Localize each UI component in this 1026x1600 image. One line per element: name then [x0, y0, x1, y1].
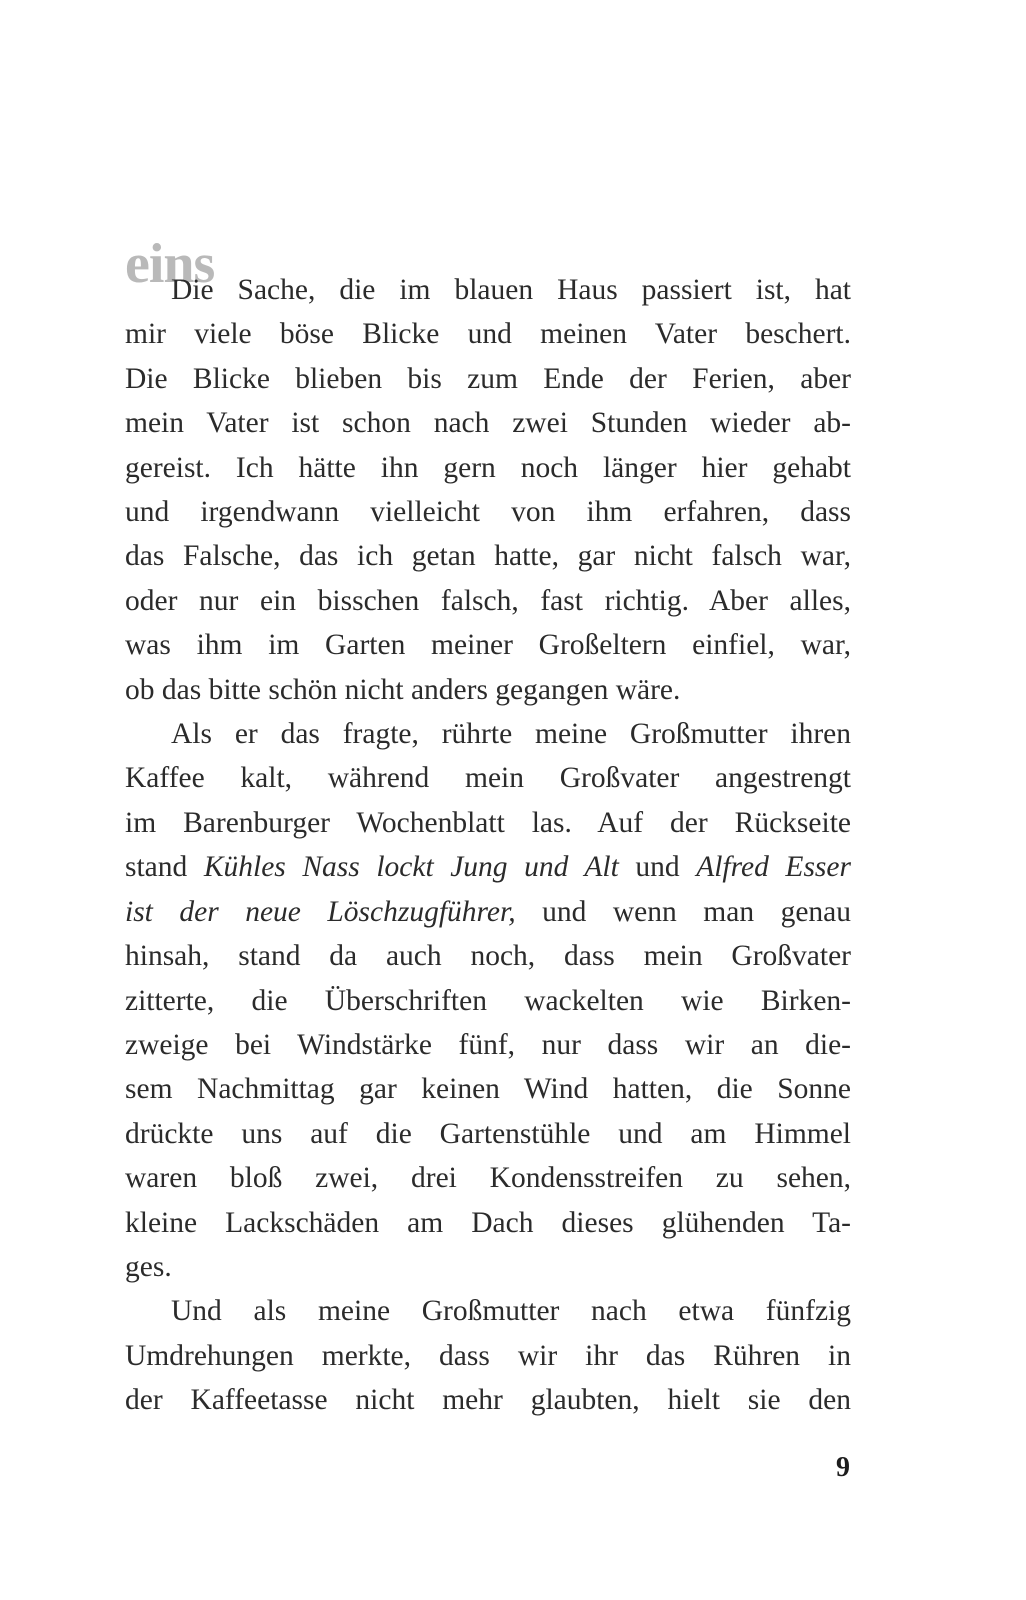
text-line [125, 1289, 851, 1333]
text-line [125, 712, 851, 756]
text-line [125, 490, 851, 534]
line-text: und [618, 851, 697, 884]
text-line [125, 1023, 851, 1067]
line-text: was ihm im Garten meiner Großeltern einfiel, war, [125, 629, 851, 662]
line-text: das Falsche, das ich getan hatte, gar nicht falsch war, [125, 540, 851, 573]
newspaper-headline-2-part2: ist der neue Löschzugführer, [125, 895, 516, 928]
line-text: gereist. Ich hätte ihn gern noch länger hier gehabt [125, 451, 851, 484]
text-line [125, 401, 851, 445]
line-text: ob das bitte schön nicht anders gegangen wäre. [125, 673, 681, 706]
line-text: kleine Lackschäden am Dach dieses glühenden Ta- [125, 1206, 851, 1239]
line-text: stand [125, 851, 204, 884]
text-line [125, 890, 851, 934]
newspaper-headline-1: Kühles Nass lockt Jung und Alt [203, 851, 619, 884]
line-text: drückte uns auf die Gartenstühle und am Himmel [125, 1117, 851, 1150]
text-line [125, 1067, 851, 1111]
text-line [125, 357, 851, 401]
text-line [125, 268, 851, 312]
text-line [125, 979, 851, 1023]
text-line [125, 1112, 851, 1156]
text-line [125, 801, 851, 845]
line-text: im Barenburger Wochenblatt las. Auf der Rückseite [125, 806, 851, 839]
newspaper-headline-2-part1: Alfred Esser [696, 851, 851, 884]
text-line [125, 623, 851, 667]
line-text: zweige bei Windstärke fünf, nur dass wir an die- [125, 1028, 851, 1061]
text-line [125, 446, 851, 490]
line-text: Die Blicke blieben bis zum Ende der Ferien, aber [125, 362, 851, 395]
text-line [125, 312, 851, 356]
paragraph-3 [125, 1289, 851, 1422]
text-line [125, 534, 851, 578]
line-text: Und als meine Großmutter nach etwa fünfzig [171, 1295, 851, 1328]
line-text: oder nur ein bisschen falsch, fast richtig. Aber alles, [125, 584, 851, 617]
line-text: Kaffee kalt, während mein Großvater angestrengt [125, 762, 851, 795]
line-text: ges. [125, 1250, 172, 1283]
line-text: Als er das fragte, rührte meine Großmutter ihren [171, 718, 851, 751]
text-line [125, 579, 851, 623]
line-text: sem Nachmittag gar keinen Wind hatten, die Sonne [125, 1073, 851, 1106]
text-line [125, 1245, 851, 1289]
line-text: waren bloß zwei, drei Kondensstreifen zu sehen, [125, 1162, 851, 1195]
line-text: mir viele böse Blicke und meinen Vater beschert. [125, 318, 851, 351]
line-text: und irgendwann vielleicht von ihm erfahren, dass [125, 496, 851, 529]
text-line [125, 845, 851, 889]
text-line [125, 668, 851, 712]
text-line [125, 756, 851, 800]
page-number: 9 [836, 1452, 850, 1483]
chapter-heading: eins [125, 233, 215, 295]
paragraph-1 [125, 268, 851, 712]
text-line [125, 1156, 851, 1200]
text-line [125, 1201, 851, 1245]
line-text: mein Vater ist schon nach zwei Stunden wieder ab- [125, 407, 851, 440]
line-text: und wenn man genau [515, 895, 852, 928]
text-line [125, 1334, 851, 1378]
line-text: Die Sache, die im blauen Haus passiert ist, hat [171, 274, 851, 306]
body-text-column [125, 233, 852, 1423]
line-text: hinsah, stand da auch noch, dass mein Großvater [125, 940, 851, 973]
text-line [125, 934, 851, 978]
line-text: zitterte, die Überschriften wackelten wie Birken- [125, 984, 851, 1017]
text-line [125, 1378, 851, 1422]
line-text: der Kaffeetasse nicht mehr glaubten, hielt sie den [125, 1384, 851, 1417]
paragraph-2 [125, 712, 851, 1289]
line-text: Umdrehungen merkte, dass wir ihr das Rühren in [125, 1339, 851, 1372]
